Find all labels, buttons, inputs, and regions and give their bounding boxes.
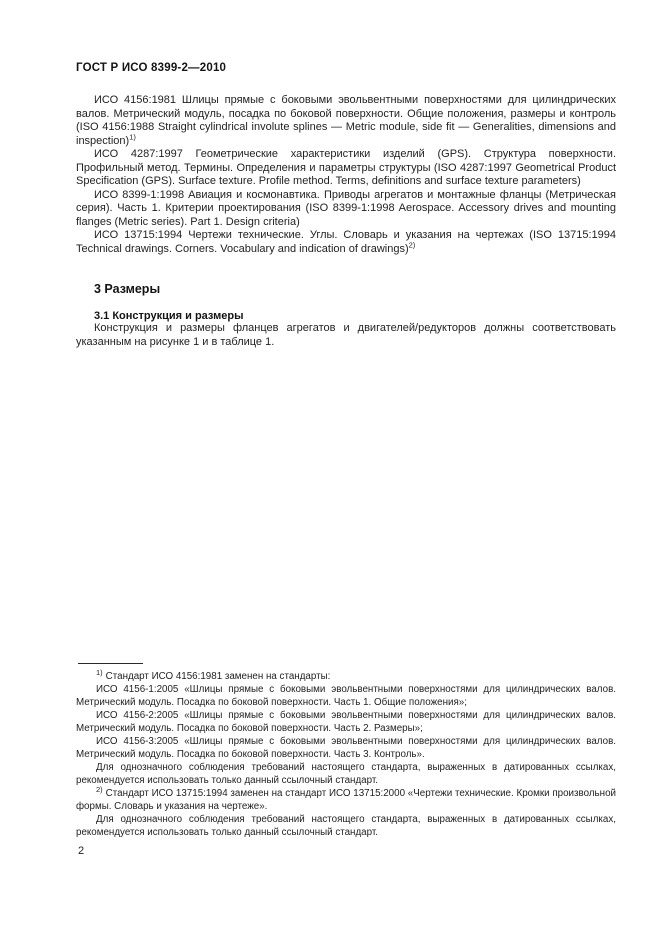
normative-references-block bbox=[76, 94, 616, 256]
footnote-line bbox=[76, 735, 616, 761]
reference-paragraph bbox=[76, 94, 616, 148]
section-heading: 3 Размеры bbox=[94, 282, 161, 296]
reference-text: ИСО 4287:1997 Геометрические характеристики изделий (GPS). Структура поверхности. Профильный метод. Термины. Определения и параметры структуры (ISO 4287:1997 Geometrical Product Specification (GPS). Surface texture. Profile method. Terms, definitions and surface texture parameters) bbox=[76, 148, 616, 187]
subsection-heading: 3.1 Конструкция и размеры bbox=[94, 310, 244, 322]
footnote-line bbox=[76, 709, 616, 735]
reference-paragraph bbox=[76, 189, 616, 230]
reference-paragraph bbox=[76, 148, 616, 189]
footnote-text: ИСО 4156-2:2005 «Шлицы прямые с боковыми эвольвентными поверхностями для цилиндрических валов. Метрический модуль. Посадка по боковой поверхности. Часть 2. Размеры»; bbox=[76, 710, 616, 734]
footnote-separator-rule bbox=[78, 663, 143, 664]
footnotes-block bbox=[76, 656, 616, 839]
reference-paragraph bbox=[76, 229, 616, 256]
reference-text: ИСО 4156:1981 Шлицы прямые с боковыми эвольвентными поверхностями для цилиндрических валов. Метрический модуль, посадка по боковой поверхности. Общие положения, размеры и контроль (ISO 4156:1988 Straight cylindrical involute splines — Metric module, side fit — Generalities, dimensions and inspection) bbox=[76, 94, 616, 147]
footnote-line bbox=[76, 667, 616, 683]
footnote-text: Для однозначного соблюдения требований настоящего стандарта, выраженных в датированных ссылках, рекомендуется использовать только данный ссылочный стандарт. bbox=[76, 762, 616, 786]
page-number: 2 bbox=[78, 845, 85, 857]
footnote-line bbox=[76, 813, 616, 839]
reference-text: ИСО 8399-1:1998 Авиация и космонавтика. Приводы агрегатов и монтажные фланцы (Метрическая серия). Часть 1. Критерии проектирования (ISO 8399-1:1998 Aerospace. Accessory drives and mounting flanges (Metric series). Part 1. Design criteria) bbox=[76, 188, 616, 228]
section-paragraph: Конструкция и размеры фланцев агрегатов и двигателей/редукторов должны соответствовать указанным на рисунке 1 и в таблице 1. bbox=[76, 322, 616, 348]
footnote-text: Стандарт ИСО 13715:1994 заменен на стандарт ИСО 13715:2000 «Чертежи технические. Кромки произвольной формы. Словарь и указания на чертеже». bbox=[76, 788, 616, 812]
footnote-line bbox=[76, 784, 616, 813]
footnote-marker: 1) bbox=[96, 667, 103, 677]
footnote-ref-marker: 2) bbox=[408, 239, 416, 249]
footnote-line bbox=[76, 761, 616, 787]
footnote-text: Для однозначного соблюдения требований настоящего стандарта, выраженных в датированных ссылках, рекомендуется использовать только данный ссылочный стандарт. bbox=[76, 814, 616, 838]
footnote-text: ИСО 4156-1:2005 «Шлицы прямые с боковыми эвольвентными поверхностями для цилиндрических валов. Метрический модуль. Посадка по боковой поверхности. Часть 1. Общие положения»; bbox=[76, 684, 616, 708]
page-content bbox=[76, 62, 616, 349]
footnote-text: Стандарт ИСО 4156:1981 заменен на стандарты: bbox=[105, 671, 331, 682]
footnote-text: ИСО 4156-3:2005 «Шлицы прямые с боковыми эвольвентными поверхностями для цилиндрических валов. Метрический модуль. Посадка по боковой поверхности. Часть 3. Контроль». bbox=[76, 736, 616, 760]
footnote-marker: 2) bbox=[96, 784, 103, 794]
footnote-ref-marker: 1) bbox=[129, 131, 136, 141]
footnote-line bbox=[76, 683, 616, 709]
running-header: ГОСТ Р ИСО 8399-2—2010 bbox=[76, 62, 227, 74]
reference-text: ИСО 13715:1994 Чертежи технические. Углы. Словарь и указания на чертежах (ISO 13715:1994 Technical drawings. Corners. Vocabulary and indication of drawings) bbox=[76, 229, 616, 255]
